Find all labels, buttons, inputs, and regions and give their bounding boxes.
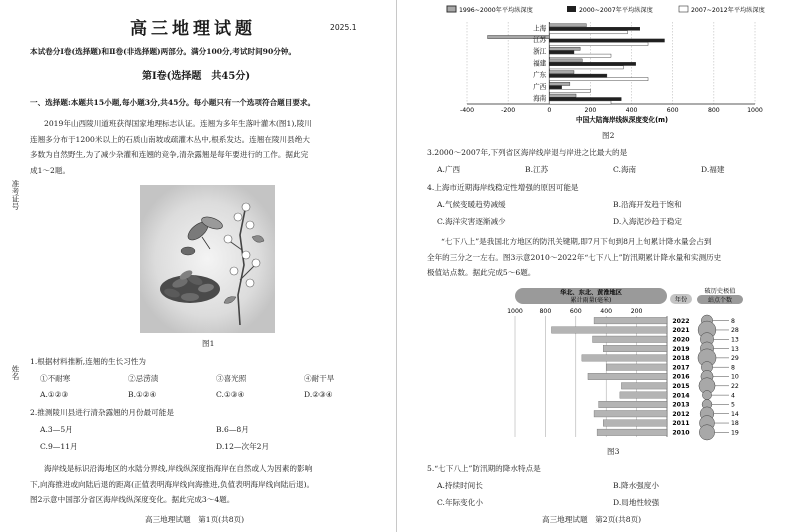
station-count-2018: 29 — [731, 355, 739, 363]
q1-item-2: ②忌涝渍 — [128, 374, 159, 383]
station-count-2012: 14 — [731, 410, 739, 418]
figure-3-middle-title: 年份 — [674, 296, 688, 304]
figure-2-caption: 图2 — [602, 131, 615, 140]
year-label-2015: 2015 — [672, 383, 690, 391]
rain-tick-label: 600 — [569, 308, 582, 315]
q2-option-a[interactable]: A.3—5月 — [40, 425, 73, 434]
category-label-上海: 上海 — [533, 24, 547, 33]
rain-tick-label: 800 — [539, 308, 552, 315]
bar-浙江-s3 — [549, 54, 611, 57]
figure-2-coastline-chart — [397, 0, 794, 128]
bar-浙江-s1 — [549, 47, 580, 50]
rain-bar-2012 — [594, 410, 667, 417]
bar-福建-s3 — [549, 66, 623, 69]
x-tick-label: 400 — [625, 107, 638, 114]
question-5-stem: 5.“七下八上”防汛期的降水特点是 — [427, 464, 541, 473]
station-bubble-2014 — [702, 391, 711, 400]
station-bubble-2010 — [699, 425, 714, 440]
station-count-2013: 5 — [731, 401, 735, 409]
legend-label-s2: 2000~2007年平均纵深度 — [579, 7, 653, 14]
bar-上海-s2 — [549, 27, 640, 30]
figure-3-header-region: 华北、东北、黄淮地区 — [560, 289, 622, 297]
x-tick-label: -200 — [501, 107, 516, 114]
q4-option-c[interactable]: C.海洋灾害逐渐减少 — [437, 217, 506, 226]
figure-3-left-title: 累计雨量(毫米) — [570, 297, 612, 304]
q5-option-a[interactable]: A.持续时间长 — [437, 481, 483, 490]
q5-option-d[interactable]: D.局地性较强 — [613, 498, 660, 507]
figure-3-caption: 图3 — [607, 447, 620, 456]
side-label-name: 姓名 — [11, 365, 20, 380]
q1-option-c[interactable]: C.①③④ — [216, 390, 245, 399]
rain-bar-2011 — [603, 420, 667, 427]
q1-item-1: ①不耐寒 — [40, 374, 71, 383]
category-label-海南: 海南 — [533, 94, 547, 103]
q1-item-4: ④耐干旱 — [304, 374, 335, 383]
bar-浙江-s2 — [549, 51, 574, 54]
year-label-2022: 2022 — [672, 317, 690, 325]
rain-bar-2020 — [593, 336, 667, 343]
category-label-浙江: 浙江 — [533, 47, 547, 56]
year-label-2012: 2012 — [672, 410, 690, 418]
rain-bar-2010 — [597, 429, 667, 436]
year-label-2016: 2016 — [672, 373, 690, 381]
station-count-2017: 8 — [731, 364, 735, 372]
year-label-2011: 2011 — [672, 420, 690, 428]
legend-swatch-s3 — [679, 6, 688, 12]
station-count-2019: 13 — [731, 345, 739, 353]
bar-广东-s2 — [549, 74, 607, 77]
station-count-2011: 18 — [731, 420, 739, 428]
figure-1-caption: 图1 — [202, 339, 215, 348]
x-tick-label: 1000 — [747, 107, 763, 114]
exam-intro: 本试卷分Ⅰ卷(选择题)和Ⅱ卷(非选择题)两部分。满分100分,考试时间90分钟。 — [30, 47, 297, 56]
bar-江苏-s2 — [549, 39, 664, 42]
legend-label-s1: 1996~2000年平均纵深度 — [459, 7, 533, 14]
legend-swatch-s2 — [567, 6, 576, 12]
q3-option-d[interactable]: D.福建 — [701, 165, 725, 174]
section-title: 第Ⅰ卷(选择题 共45分) — [142, 71, 251, 82]
figure-2-legend — [447, 6, 765, 14]
x-tick-label: 200 — [584, 107, 597, 114]
figure-1-forsythia-illustration — [140, 185, 275, 333]
side-label-exam-no: 准考证号 — [11, 180, 20, 210]
year-label-2020: 2020 — [672, 336, 690, 344]
q3-option-c[interactable]: C.海南 — [613, 165, 637, 174]
year-label-2017: 2017 — [672, 364, 690, 372]
q4-option-d[interactable]: D.入海泥沙趋于稳定 — [613, 217, 682, 226]
right-page-footer: 高三地理试题 第2页(共8页) — [542, 515, 642, 524]
passage-3: “七下八上”是我国北方地区的防汛关键期,即7月下旬到8月上旬累计降水量会占到 全年的三分之一左右。图3示意2010～2022年“七下八上”防汛期累计降水量和实测历史 极值站点数。据此完成5～6题。 — [427, 237, 722, 277]
bar-广东-s1 — [549, 71, 574, 74]
year-label-2013: 2013 — [672, 401, 690, 409]
station-count-2010: 19 — [731, 429, 739, 437]
rain-bar-2022 — [594, 317, 667, 324]
rain-bar-2019 — [603, 345, 667, 352]
q4-option-a[interactable]: A.气候变暖趋势减缓 — [437, 200, 506, 209]
q2-option-d[interactable]: D.12—次年2月 — [216, 442, 270, 451]
q3-option-b[interactable]: B.江苏 — [525, 165, 549, 174]
category-label-江苏: 江苏 — [533, 36, 547, 45]
legend-label-s3: 2007~2012年平均纵深度 — [691, 7, 765, 14]
station-count-2015: 22 — [731, 383, 739, 391]
rain-bar-2021 — [551, 327, 667, 334]
year-label-2019: 2019 — [672, 345, 690, 353]
year-label-2018: 2018 — [672, 355, 690, 363]
bar-福建-s1 — [549, 59, 582, 62]
station-count-2021: 28 — [731, 327, 739, 335]
rain-bar-2017 — [606, 364, 667, 371]
bar-江苏-s3 — [549, 42, 648, 45]
category-label-福建: 福建 — [533, 59, 547, 68]
q1-item-3: ③喜光照 — [216, 374, 247, 383]
right-page — [397, 0, 794, 532]
x-tick-label: 600 — [666, 107, 679, 114]
q1-option-d[interactable]: D.②③④ — [304, 390, 333, 399]
category-label-广东: 广东 — [533, 71, 547, 80]
single-seed-icon — [181, 247, 195, 255]
rain-tick-label: 200 — [630, 308, 643, 315]
bar-广东-s3 — [549, 78, 648, 81]
bar-福建-s2 — [549, 62, 635, 65]
bar-广西-s1 — [549, 82, 570, 85]
q4-option-b[interactable]: B.沿海开发趋于饱和 — [613, 200, 682, 209]
bar-上海-s1 — [549, 24, 586, 27]
figure-3-right-title-1: 破历史极值 — [704, 288, 736, 295]
rain-bar-2016 — [588, 373, 667, 380]
section-instruction: 一、选择题:本题共15小题,每小题3分,共45分。每小题只有一个选项符合题目要求。 — [30, 98, 316, 107]
exam-title: 高三地理试题 — [130, 19, 256, 39]
rain-bar-2013 — [599, 401, 667, 408]
question-4-stem: 4.上海市近期海岸线稳定性增强的原因可能是 — [427, 183, 579, 192]
q1-option-a[interactable]: A.①②③ — [40, 390, 69, 399]
question-2-stem: 2.推测陵川县进行清杂露翘的月份最可能是 — [30, 408, 174, 417]
bar-广西-s2 — [549, 86, 561, 89]
q5-option-b[interactable]: B.降水强度小 — [613, 481, 659, 490]
q1-option-b[interactable]: B.①②④ — [128, 390, 157, 399]
year-label-2014: 2014 — [672, 392, 690, 400]
station-count-2016: 10 — [731, 373, 739, 381]
x-tick-label: -400 — [459, 107, 475, 114]
passage-2: 海岸线是标识沿海地区的水陆分界线,岸线纵深度指海岸在自然或人为因素的影响 下,向海推进或向陆后退的距离(正值表明海岸线向海推进,负值表明海岸线向陆后退)。 图2示意中国部分省区海岸线纵深度变化。据此完成3～4题。 — [30, 464, 315, 504]
bar-海南-s2 — [549, 97, 621, 100]
legend-swatch-s1 — [447, 6, 456, 12]
q2-option-c[interactable]: C.9—11月 — [40, 442, 78, 451]
station-count-2022: 8 — [731, 317, 735, 325]
bar-广西-s3 — [549, 89, 590, 92]
figure-3-right-title-2: 站点个数 — [707, 297, 733, 304]
category-label-广西: 广西 — [533, 82, 547, 91]
figure-2-x-axis-label: 中国大陆海岸线纵深度变化(m) — [575, 116, 669, 124]
question-3-stem: 3.2000～2007年,下列省区海岸线岸退与岸进之比最大的是 — [427, 148, 628, 157]
question-1-stem: 1.根据材料推断,连翘的生长习性为 — [30, 357, 146, 366]
exam-date: 2025.1 — [330, 23, 357, 32]
bar-海南-s3 — [549, 101, 611, 104]
rain-bar-2018 — [582, 355, 667, 362]
x-tick-label: 0 — [547, 107, 552, 114]
rain-tick-label: 1000 — [507, 308, 523, 315]
rain-tick-label: 400 — [600, 308, 613, 315]
left-page-footer: 高三地理试题 第1页(共8页) — [145, 515, 245, 524]
q3-option-a[interactable]: A.广西 — [437, 165, 461, 174]
station-count-2020: 13 — [731, 336, 739, 344]
year-label-2021: 2021 — [672, 327, 690, 335]
bar-海南-s1 — [549, 94, 576, 97]
x-tick-label: 800 — [707, 107, 720, 114]
q2-option-b[interactable]: B.6—8月 — [216, 425, 249, 434]
bar-上海-s3 — [549, 31, 627, 34]
year-label-2010: 2010 — [672, 429, 690, 437]
figure-3-rainfall-chart — [507, 282, 747, 442]
passage-1: 2019年山西陵川道班获得国家地理标志认证。连翘为多年生落叶灌木(图1),陵川 连翘多分布于1200米以上的石质山南坡或疏灌木丛中,根系发达。连翘在陵川县绝大 多数为自然野生,为了减少杂灌和连翘的竞争,清杂露翘是每年要进行的工作。据此完 成1～2题。 — [30, 119, 312, 175]
station-count-2014: 4 — [731, 392, 735, 400]
rain-bar-2015 — [621, 383, 667, 390]
q5-option-c[interactable]: C.年际变化小 — [437, 498, 483, 507]
rain-bar-2014 — [620, 392, 667, 399]
